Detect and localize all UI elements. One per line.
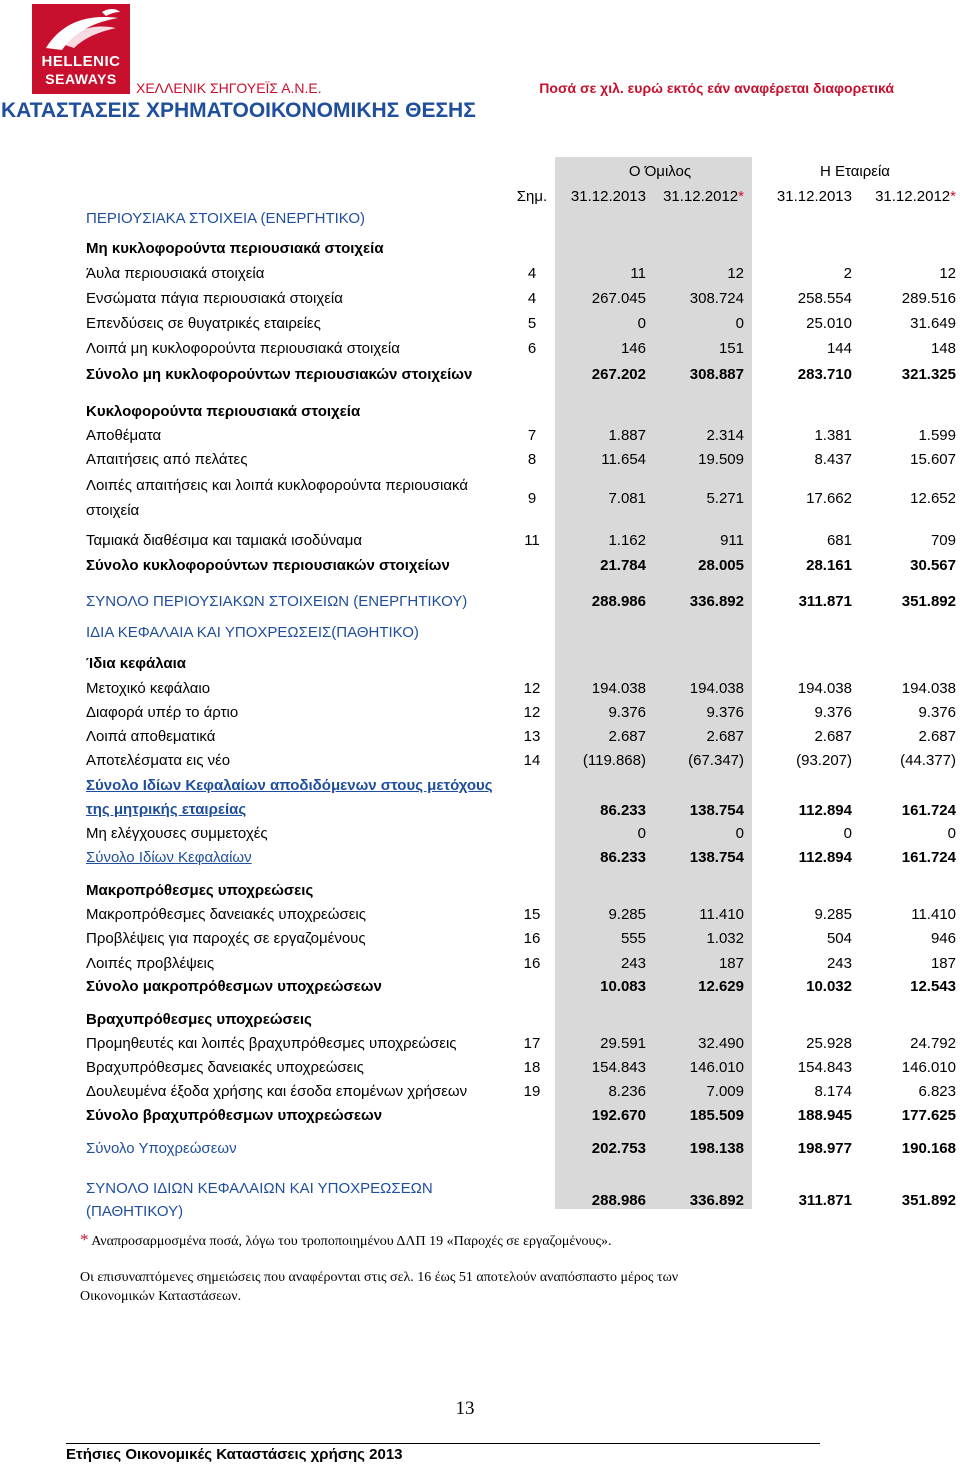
table-row-total <box>0 777 960 825</box>
row-value: 194.038 <box>591 680 646 697</box>
row-value: 12 <box>727 265 744 282</box>
table-row <box>0 752 960 776</box>
row-note: 16 <box>523 930 541 947</box>
row-value: 8.174 <box>814 1083 852 1100</box>
row-value: 1.162 <box>608 532 646 549</box>
row-value: 311.871 <box>798 593 852 610</box>
row-label: Απαιτήσεις από πελάτες <box>86 451 248 468</box>
row-value: 188.945 <box>797 1107 852 1124</box>
row-value: 28.161 <box>806 557 852 574</box>
row-value: 5.271 <box>706 490 744 507</box>
row-label: ΣΥΝΟΛΟ ΠΕΡΙΟΥΣΙΑΚΩΝ ΣΤΟΙΧΕΙΩΝ (ΕΝΕΡΓΗΤΙΚΟΥ) <box>86 593 468 610</box>
row-value: 504 <box>826 930 852 947</box>
note-header: Σημ. <box>516 188 548 205</box>
row-value: 681 <box>826 532 852 549</box>
row-value: 0 <box>637 315 646 332</box>
row-value: 9.285 <box>608 906 646 923</box>
row-value: 336.892 <box>689 1192 744 1209</box>
row-label: Αποθέματα <box>86 427 162 444</box>
row-value: 11.654 <box>601 451 646 468</box>
table-row <box>0 1059 960 1083</box>
restated-marker: * <box>950 188 956 205</box>
row-note: 4 <box>527 265 537 282</box>
row-label: Άυλα περιουσιακά στοιχεία <box>86 265 265 282</box>
row-value: (44.377) <box>900 752 956 769</box>
row-value: 2.314 <box>706 427 744 444</box>
row-value: 202.753 <box>591 1140 646 1157</box>
row-value: (67.347) <box>688 752 744 769</box>
row-value: (119.868) <box>582 752 646 769</box>
row-value: 2.687 <box>706 728 744 745</box>
row-note: 18 <box>523 1059 541 1076</box>
row-value: 10.083 <box>600 978 646 995</box>
assets-section-title: ΠΕΡΙΟΥΣΙΑΚΑ ΣΤΟΙΧΕΙΑ (ΕΝΕΡΓΗΤΙΚΟ) <box>86 210 365 227</box>
row-note: 12 <box>523 704 541 721</box>
row-label: Προβλέψεις για παροχές σε εργαζομένους <box>86 930 366 947</box>
table-row-total <box>0 366 960 390</box>
col-header-group-2013: 31.12.2013 <box>570 188 646 205</box>
row-value: 2 <box>843 265 852 282</box>
row-label: Ίδια κεφάλαια <box>86 655 186 672</box>
table-row-total <box>0 557 960 581</box>
row-value: 185.509 <box>689 1107 744 1124</box>
row-value: 190.168 <box>901 1140 956 1157</box>
row-value: 351.892 <box>901 1192 956 1209</box>
row-label: Προμηθευτές και λοιπές βραχυπρόθεσμες υποχρεώσεις <box>86 1035 457 1052</box>
row-value: 2.687 <box>918 728 956 745</box>
row-value: 351.892 <box>901 593 956 610</box>
footer-report-title: Ετήσιες Οικονομικές Καταστάσεις χρήσης 2013 <box>66 1446 403 1463</box>
row-label: Σύνολο Ιδίων Κεφαλαίων <box>86 849 252 866</box>
row-value: 7.009 <box>706 1083 744 1100</box>
row-label: Μακροπρόθεσμες δανειακές υποχρεώσεις <box>86 906 366 923</box>
row-value: 194.038 <box>901 680 956 697</box>
currency-note: Ποσά σε χιλ. ευρώ εκτός εάν αναφέρεται διαφορετικά <box>539 80 894 96</box>
row-value: 146.010 <box>689 1059 744 1076</box>
row-label: ΙΔΙΑ ΚΕΦΑΛΑΙΑ ΚΑΙ ΥΠΟΧΡΕΩΣΕΙΣ(ΠΑΘΗΤΙΚΟ) <box>86 624 419 641</box>
row-label: Βραχυπρόθεσμες υποχρεώσεις <box>86 1011 312 1028</box>
table-row <box>0 532 960 556</box>
table-row <box>0 624 960 648</box>
company-logo <box>32 4 130 94</box>
row-value: 28.005 <box>698 557 744 574</box>
row-label: Μη ελέγχουσες συμμετοχές <box>86 825 268 842</box>
row-label: Λοιπά αποθεματικά <box>86 728 216 745</box>
row-label-continued: της μητρικής εταιρείας <box>86 801 247 818</box>
row-value: 25.010 <box>806 315 852 332</box>
row-value: 1.032 <box>706 930 744 947</box>
table-row <box>0 655 960 679</box>
row-label: Λοιπές απαιτήσεις και λοιπά κυκλοφορούντα περιουσιακά <box>86 477 469 494</box>
row-value: 267.202 <box>591 366 646 383</box>
row-value: 311.871 <box>798 1192 852 1209</box>
table-row-total <box>0 1107 960 1131</box>
row-value: 24.792 <box>910 1035 956 1052</box>
row-value: 21.784 <box>600 557 646 574</box>
table-row <box>0 240 960 264</box>
table-row-total <box>0 849 960 873</box>
table-row <box>0 477 960 525</box>
row-label: Μετοχικό κεφάλαιο <box>86 680 211 697</box>
table-row <box>0 1035 960 1059</box>
row-value: 154.843 <box>591 1059 646 1076</box>
row-value: 0 <box>637 825 646 842</box>
row-value: 9.376 <box>814 704 852 721</box>
footer-rule <box>66 1443 820 1444</box>
company-name: ΧΕΛΛΕΝΙΚ ΣΗΓΟΥΕΪΣ Α.Ν.Ε. <box>136 80 322 96</box>
row-value: 308.887 <box>689 366 744 383</box>
row-value: 154.843 <box>797 1059 852 1076</box>
row-value: 2.687 <box>608 728 646 745</box>
row-note: 4 <box>527 290 537 307</box>
row-label: Σύνολο Ιδίων Κεφαλαίων αποδιδόμενων στους μετόχους <box>86 777 493 794</box>
row-label: Σύνολο μακροπρόθεσμων υποχρεώσεων <box>86 978 382 995</box>
table-row <box>0 451 960 475</box>
notes-reference-line1: Οι επισυναπτόμενες σημειώσεις που αναφέρονται στις σελ. 16 έως 51 αποτελούν αναπόσπαστο μέρος των <box>80 1270 679 1285</box>
row-value: 6.823 <box>918 1083 956 1100</box>
row-label: Ταμιακά διαθέσιμα και ταμιακά ισοδύναμα <box>86 532 363 549</box>
row-value: (93.207) <box>796 752 852 769</box>
row-value: 151 <box>718 340 744 357</box>
row-note: 13 <box>523 728 541 745</box>
row-label: Μακροπρόθεσμες υποχρεώσεις <box>86 882 314 899</box>
col-header-group-2012 <box>652 188 744 205</box>
logo-line1: HELLENIC <box>41 53 121 70</box>
row-label: Ενσώματα πάγια περιουσιακά στοιχεία <box>86 290 343 307</box>
row-value: 321.325 <box>901 366 956 383</box>
row-value: 1.381 <box>814 427 852 444</box>
row-value: 198.138 <box>689 1140 744 1157</box>
row-value: 288.986 <box>591 1192 646 1209</box>
table-row-grand-total <box>0 1180 960 1228</box>
row-label: Σύνολο Υποχρεώσεων <box>86 1140 237 1157</box>
row-value: 138.754 <box>689 849 744 866</box>
row-value: 86.233 <box>600 849 646 866</box>
row-label: Λοιπές προβλέψεις <box>86 955 215 972</box>
row-value: 15.607 <box>910 451 956 468</box>
col-header-company-2012: 31.12.2012* <box>875 188 956 205</box>
row-value: 2.687 <box>814 728 852 745</box>
row-value: 161.724 <box>901 849 956 866</box>
row-value: 0 <box>947 825 956 842</box>
notes-reference-line2: Οικονομικών Καταστάσεων. <box>80 1289 242 1304</box>
row-value: 11.410 <box>911 906 956 923</box>
table-row <box>0 825 960 849</box>
row-note: 16 <box>523 955 541 972</box>
table-row <box>0 728 960 752</box>
row-value: 9.376 <box>608 704 646 721</box>
company-header: Η Εταιρεία <box>820 163 890 180</box>
table-row <box>0 427 960 451</box>
row-value: 194.038 <box>689 680 744 697</box>
row-value: 283.710 <box>797 366 852 383</box>
row-label: Σύνολο μη κυκλοφορούντων περιουσιακών στοιχείων <box>86 366 473 383</box>
row-value: 12.652 <box>910 490 956 507</box>
row-value: 336.892 <box>689 593 744 610</box>
logo-line2: SEAWAYS <box>45 71 117 87</box>
footnote-text: Αναπροσαρμοσμένα ποσά, λόγω του τροποποιημένου ΔΛΠ 19 «Παροχές σε εργαζομένους». <box>91 1234 612 1249</box>
row-note: 17 <box>523 1035 541 1052</box>
row-value: 30.567 <box>910 557 956 574</box>
row-note: 8 <box>527 451 537 468</box>
col-header-group-2012-text: 31.12.2012* <box>663 188 744 205</box>
row-label: Βραχυπρόθεσμες δανειακές υποχρεώσεις <box>86 1059 364 1076</box>
table-row <box>0 340 960 364</box>
table-row <box>0 315 960 339</box>
row-label: Δουλευμένα έξοδα χρήσης και έσοδα επομένων χρήσεων <box>86 1083 468 1100</box>
row-value: 12.543 <box>910 978 956 995</box>
row-label: Επενδύσεις σε θυγατρικές εταιρείες <box>86 315 321 332</box>
row-value: 9.376 <box>918 704 956 721</box>
row-label: Κυκλοφορούντα περιουσιακά στοιχεία <box>86 403 361 420</box>
table-row <box>0 680 960 704</box>
table-row <box>0 704 960 728</box>
page-number: 13 <box>455 1398 475 1419</box>
row-note: 19 <box>523 1083 541 1100</box>
row-value: 7.081 <box>608 490 646 507</box>
row-value: 187 <box>718 955 744 972</box>
row-value: 0 <box>843 825 852 842</box>
row-value: 0 <box>735 315 744 332</box>
row-value: 161.724 <box>901 802 956 819</box>
row-note: 14 <box>523 752 541 769</box>
footnote-star: * <box>80 1230 89 1249</box>
seabird-logo-icon <box>32 4 130 56</box>
row-value: 86.233 <box>600 802 646 819</box>
row-value: 194.038 <box>797 680 852 697</box>
row-value: 146 <box>620 340 646 357</box>
row-note: 7 <box>527 427 537 444</box>
row-label-continued: (ΠΑΘΗΤΙΚΟΥ) <box>86 1203 184 1220</box>
row-value: 0 <box>735 825 744 842</box>
row-value: 308.724 <box>689 290 744 307</box>
row-note: 5 <box>527 315 537 332</box>
table-row <box>0 1083 960 1107</box>
table-row <box>0 403 960 427</box>
row-value: 289.516 <box>901 290 956 307</box>
row-value: 148 <box>930 340 956 357</box>
table-row <box>0 1011 960 1035</box>
table-row-total <box>0 978 960 1002</box>
table-row <box>0 265 960 289</box>
row-value: 32.490 <box>698 1035 744 1052</box>
row-label: Αποτελέσματα εις νέο <box>86 752 231 769</box>
row-value: 29.591 <box>600 1035 646 1052</box>
row-value: 288.986 <box>591 593 646 610</box>
row-value: 243 <box>826 955 852 972</box>
row-label: Μη κυκλοφορούντα περιουσιακά στοιχεία <box>86 240 384 257</box>
row-value: 1.599 <box>918 427 956 444</box>
group-header: Ο Όμιλος <box>628 163 692 180</box>
row-value: 267.045 <box>591 290 646 307</box>
row-value: 31.649 <box>910 315 956 332</box>
row-value: 17.662 <box>806 490 852 507</box>
row-value: 138.754 <box>689 802 744 819</box>
row-value: 11.410 <box>699 906 744 923</box>
col-header-company-2013: 31.12.2013 <box>776 188 852 205</box>
table-row <box>0 955 960 979</box>
row-label: ΣΥΝΟΛΟ ΙΔΙΩΝ ΚΕΦΑΛΑΙΩΝ ΚΑΙ ΥΠΟΧΡΕΩΣΕΩΝ <box>86 1180 433 1197</box>
restatement-footnote <box>80 1230 612 1250</box>
row-value: 258.554 <box>797 290 852 307</box>
row-label-continued: στοιχεία <box>86 502 140 519</box>
row-value: 12.629 <box>698 978 744 995</box>
row-value: 192.670 <box>591 1107 646 1124</box>
row-value: 10.032 <box>806 978 852 995</box>
row-value: 946 <box>930 930 956 947</box>
row-value: 19.509 <box>698 451 744 468</box>
row-value: 177.625 <box>901 1107 956 1124</box>
row-value: 25.928 <box>806 1035 852 1052</box>
row-note: 15 <box>523 906 541 923</box>
table-row <box>0 290 960 314</box>
row-label: Λοιπά μη κυκλοφορούντα περιουσιακά στοιχεία <box>86 340 400 357</box>
row-note: 6 <box>527 340 537 357</box>
row-label: Διαφορά υπέρ το άρτιο <box>86 704 239 721</box>
restated-marker: * <box>738 188 744 205</box>
row-value: 146.010 <box>901 1059 956 1076</box>
row-value: 1.887 <box>608 427 646 444</box>
row-value: 8.437 <box>814 451 852 468</box>
row-value: 144 <box>826 340 852 357</box>
row-value: 243 <box>620 955 646 972</box>
row-value: 911 <box>720 532 744 549</box>
row-value: 187 <box>930 955 956 972</box>
row-value: 112.894 <box>798 849 852 866</box>
page-title: ΚΑΤΑΣΤΑΣΕΙΣ ΧΡΗΜΑΤΟΟΙΚΟΝΟΜΙΚΗΣ ΘΕΣΗΣ <box>1 99 476 122</box>
table-row-total <box>0 1140 960 1164</box>
row-value: 12 <box>939 265 956 282</box>
table-row <box>0 906 960 930</box>
row-value: 112.894 <box>798 802 852 819</box>
row-note: 12 <box>523 680 541 697</box>
row-value: 709 <box>930 532 956 549</box>
row-note: 9 <box>527 490 537 507</box>
row-value: 8.236 <box>608 1083 646 1100</box>
row-value: 198.977 <box>797 1140 852 1157</box>
row-value: 9.285 <box>814 906 852 923</box>
row-label: Σύνολο κυκλοφορούντων περιουσιακών στοιχείων <box>86 557 450 574</box>
row-label: Σύνολο βραχυπρόθεσμων υποχρεώσεων <box>86 1107 383 1124</box>
row-note: 11 <box>524 532 540 549</box>
row-value: 9.376 <box>706 704 744 721</box>
table-row <box>0 930 960 954</box>
row-value: 11 <box>630 265 646 282</box>
table-row <box>0 882 960 906</box>
table-row-grand-total <box>0 593 960 617</box>
row-value: 555 <box>620 930 646 947</box>
